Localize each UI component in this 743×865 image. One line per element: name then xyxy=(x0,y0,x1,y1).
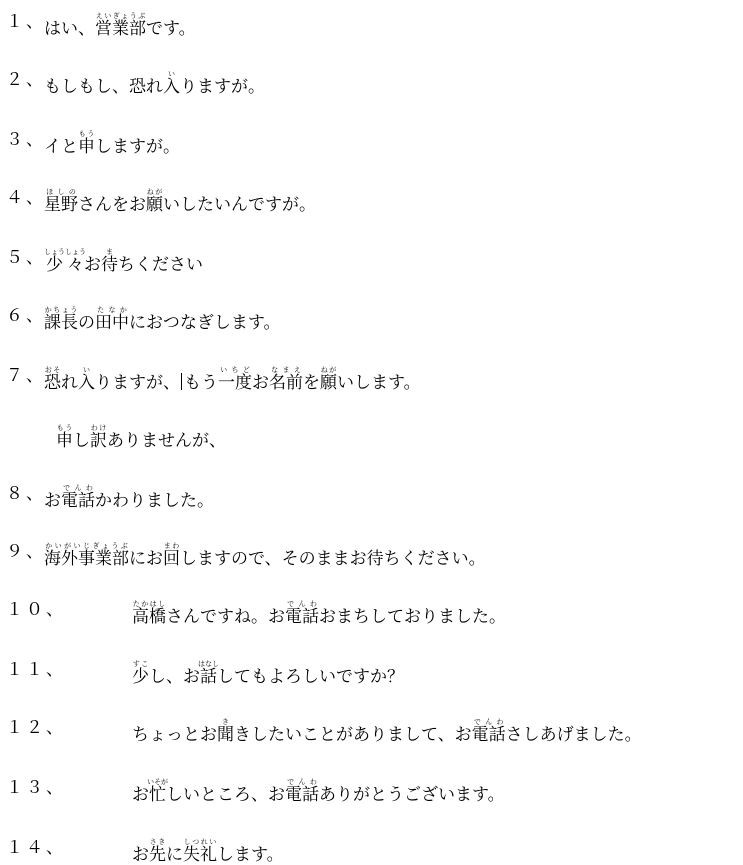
furigana-word: 一度いちど xyxy=(218,366,252,393)
furigana-reading: でんわ xyxy=(471,718,506,726)
sentence-number: １１、 xyxy=(6,660,66,680)
furigana-reading: わけ xyxy=(90,424,107,432)
furigana-reading: はなし xyxy=(198,660,219,668)
furigana-word: 忙いそが xyxy=(147,778,168,805)
sentence-text: ちょっとお聞ききしたいことがありまして、お電話でんわさしあげました。 xyxy=(132,718,642,745)
furigana-reading: しょうしょう xyxy=(44,248,86,256)
furigana-word: 入い xyxy=(78,366,95,393)
sentence-text: お忙いそがしいところ、お電話でんわありがとうございます。 xyxy=(132,778,505,805)
furigana-reading: い xyxy=(163,70,180,78)
furigana-reading: さき xyxy=(149,838,166,846)
furigana-reading: もう xyxy=(56,424,73,432)
sentence-text: 少々しょうしょうお待まちください xyxy=(44,248,203,275)
furigana-word: 高橋たかはし xyxy=(132,600,166,627)
furigana-reading: かちょう xyxy=(44,306,78,314)
furigana-reading: い xyxy=(78,366,95,374)
sentence-text: はい、営業部えいぎょうぶです。 xyxy=(44,12,196,39)
furigana-word: 電話でんわ xyxy=(285,600,319,627)
sentence-number: ９、 xyxy=(6,542,46,562)
furigana-reading: たかはし xyxy=(132,600,166,608)
furigana-reading: すこ xyxy=(132,660,149,668)
sentence-text: 少すこし、お話はなししてもよろしいですか？ xyxy=(132,660,404,687)
furigana-word: 田中たなか xyxy=(95,306,129,333)
furigana-word: 待ま xyxy=(101,248,118,275)
furigana-word: 海外事業部かいがいじぎょうぶ xyxy=(44,542,129,569)
sentence-number: １３、 xyxy=(6,778,66,798)
sentence-number: １２、 xyxy=(6,718,66,738)
furigana-word: 電話でんわ xyxy=(471,718,506,745)
furigana-reading: ま xyxy=(101,248,118,256)
furigana-reading: でんわ xyxy=(61,484,95,492)
furigana-reading: まわ xyxy=(163,542,180,550)
sentence-number: １４、 xyxy=(6,838,66,858)
furigana-reading: ねが xyxy=(146,188,163,196)
sentence-number: ６、 xyxy=(6,306,46,326)
sentence-text: お電話でんわかわりました。 xyxy=(44,484,214,511)
furigana-word: 訳わけ xyxy=(90,424,107,451)
furigana-word: 願ねが xyxy=(320,366,337,393)
furigana-word: 課長かちょう xyxy=(44,306,78,333)
sentence-text: イと申もうしますが。 xyxy=(44,130,180,157)
furigana-reading: たなか xyxy=(95,306,129,314)
furigana-word: 電話でんわ xyxy=(61,484,95,511)
furigana-word: 失礼しつれい xyxy=(183,838,217,865)
furigana-reading: えいぎょうぶ xyxy=(95,12,146,20)
sentence-text: 高橋たかはしさんですね。お電話でんわおまちしておりました。 xyxy=(132,600,506,627)
furigana-reading: ねが xyxy=(320,366,337,374)
furigana-word: 聞き xyxy=(217,718,234,745)
sentence-number: １０、 xyxy=(6,600,66,620)
sentence-number: ２、 xyxy=(6,70,46,90)
furigana-word: 話はなし xyxy=(198,660,219,687)
furigana-reading: でんわ xyxy=(285,600,319,608)
furigana-word: 星野ほしの xyxy=(44,188,78,215)
sentence-text: 海外事業部かいがいじぎょうぶにお回まわしますので、そのままお待ちください。 xyxy=(44,542,486,569)
furigana-reading: なまえ xyxy=(269,366,303,374)
furigana-reading: ほしの xyxy=(44,188,78,196)
furigana-word: 願ねが xyxy=(146,188,163,215)
sentence-number: ４、 xyxy=(6,188,46,208)
furigana-word: 回まわ xyxy=(163,542,180,569)
sentence-number: ８、 xyxy=(6,484,46,504)
furigana-word: 少すこ xyxy=(132,660,149,687)
sentence-text: 星野ほしのさんをお願ねがいしたいんですが。 xyxy=(44,188,316,215)
furigana-word: 申もう xyxy=(78,130,95,157)
furigana-word: 営業部えいぎょうぶ xyxy=(95,12,146,39)
text-cursor xyxy=(181,373,182,390)
sentence-text: お先さきに失礼しつれいします。 xyxy=(132,838,284,865)
sentence-number: ３、 xyxy=(6,130,46,150)
furigana-reading: かいがいじぎょうぶ xyxy=(44,542,129,550)
furigana-reading: でんわ xyxy=(285,778,319,786)
furigana-word: 名前なまえ xyxy=(269,366,303,393)
sentence-number: ５、 xyxy=(6,248,46,268)
furigana-reading: しつれい xyxy=(183,838,217,846)
sentence-number: ７、 xyxy=(6,366,46,386)
furigana-word: 恐おそ xyxy=(44,366,61,393)
sentence-text: 申もうし訳わけありませんが、 xyxy=(56,424,226,451)
furigana-word: 先さき xyxy=(149,838,166,865)
furigana-reading: いちど xyxy=(218,366,252,374)
furigana-word: 電話でんわ xyxy=(285,778,319,805)
furigana-reading: おそ xyxy=(44,366,61,374)
furigana-reading: き xyxy=(217,718,234,726)
sentence-text: 課長かちょうの田中たなかにおつなぎします。 xyxy=(44,306,281,333)
sentence-text: もしもし、恐れ入いりますが。 xyxy=(44,70,265,97)
furigana-reading: もう xyxy=(78,130,95,138)
furigana-word: 入い xyxy=(163,70,180,97)
sentence-number: １、 xyxy=(6,12,46,32)
furigana-reading: いそが xyxy=(147,778,168,786)
sentence-text: 恐おそれ入いりますが、 もう一度いちどお名前なまえを願ねがいします。 xyxy=(44,366,421,393)
furigana-word: 少々しょうしょう xyxy=(44,248,86,275)
furigana-word: 申もう xyxy=(56,424,73,451)
